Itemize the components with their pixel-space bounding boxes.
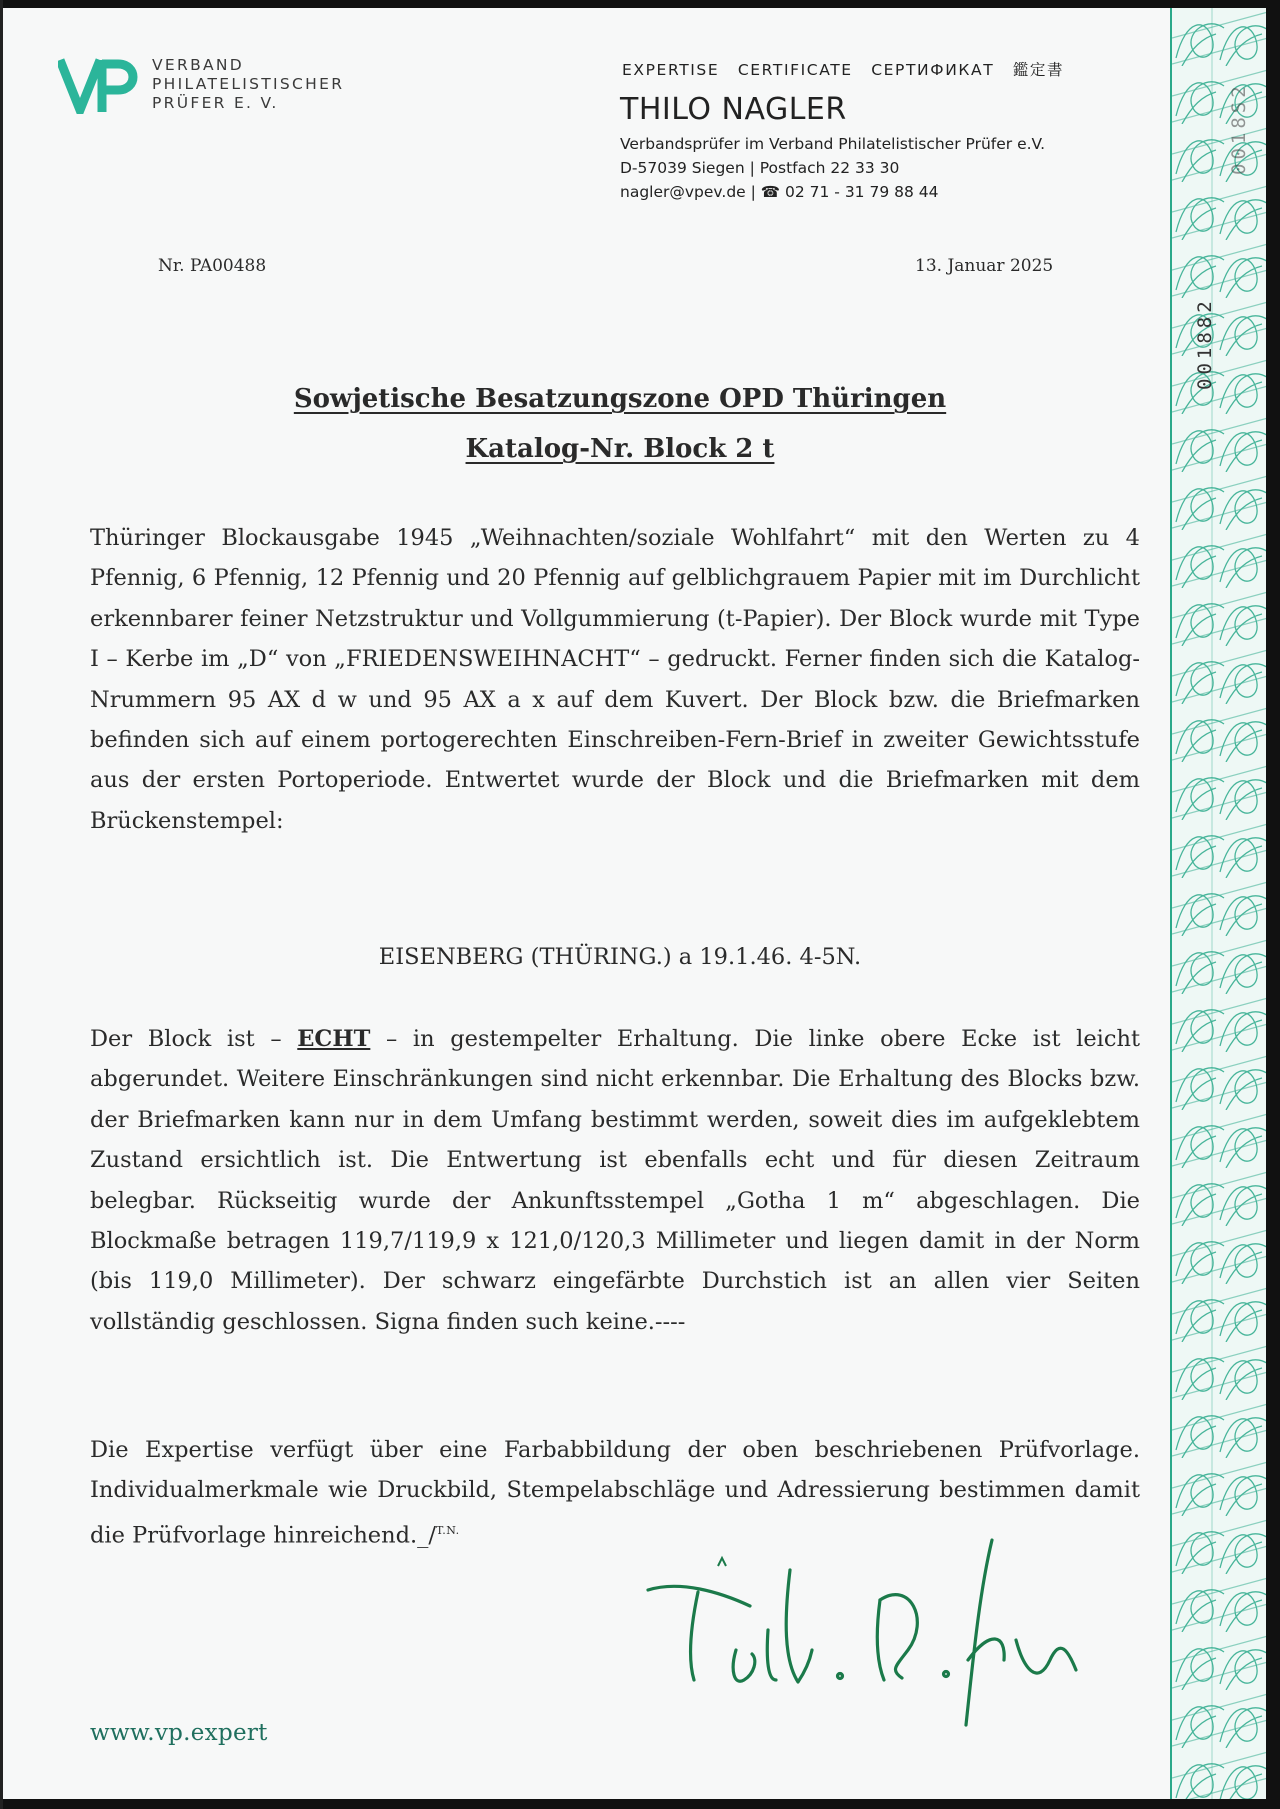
certificate-number: Nr. PA00488 — [158, 256, 267, 276]
cert-type: CERTIFICATE — [737, 61, 853, 79]
contact-line: D-57039 Siegen | Postfach 22 33 30 — [620, 159, 900, 177]
contact-line: Verbandsprüfer im Verband Philatelistischer Prüfer e.V. — [620, 135, 1046, 153]
cert-type: СЕРТИФИКАТ — [871, 61, 995, 79]
certificate-types — [622, 58, 1076, 80]
contact-line: nagler@vpev.de | ☎ 02 71 - 31 79 88 44 — [620, 183, 939, 201]
guilloche-pattern — [1172, 8, 1268, 1799]
description-paragraph: Thüringer Blockausgabe 1945 „Weihnachten/soziale Wohlfahrt“ mit den Werten zu 4 Pfennig, 6 Pfennig, 12 Pfennig und 20 Pfennig auf gelblichgrauem Papier mit im Durchlicht erkennbarer feiner Netzstruktur und Vollgummierung (t-Papier). Der Block wurde mit Type I – Kerbe im „D“ von „FRIEDENSWEIHNACHT“ – gedruckt. Ferner finden sich die Katalog-Nrummern 95 AX d w und 95 AX a x auf dem Kuvert. Der Block bzw. die Briefmarken befinden sich auf einem portogerechten Einschreiben-Fern-Brief in zweiter Gewichtsstufe aus der ersten Portoperiode. Entwertet wurde der Block und die Briefmarken mit dem Brückenstempel: — [90, 525, 1140, 834]
scan-border-top — [0, 0, 1280, 8]
verdict-text: Der Block ist – — [90, 1026, 298, 1052]
org-line: PRÜFER E. V. — [152, 94, 279, 112]
serial-number: 001882 — [1194, 297, 1216, 390]
examiner-initials: T.N. — [436, 1523, 460, 1537]
website-link[interactable]: www.vp.expert — [90, 1720, 268, 1746]
cert-type: 鑑定書 — [1012, 61, 1065, 79]
serial-number-faint: 0018S2 — [1228, 82, 1250, 175]
scan-border-right — [1266, 0, 1280, 1809]
examiner-contact — [620, 132, 1045, 204]
examiner-name: THILO NAGLER — [620, 92, 847, 127]
scan-border-left — [0, 0, 3, 1809]
closing-text: Die Expertise verfügt über eine Farbabbildung der oben beschriebenen Prüfvorlage. Individualmerkmale wie Druckbild, Stempelabschläge und Adressierung bestimmen damit die Prüfvorlage hinreichend._/ — [90, 1437, 1140, 1549]
document-title: Sowjetische Besatzungszone OPD Thüringen — [293, 384, 947, 414]
scan-border-bottom — [0, 1799, 1280, 1809]
vp-logo — [58, 56, 140, 118]
catalog-number-title: Katalog-Nr. Block 2 t — [465, 434, 775, 464]
verdict-genuine: ECHT — [297, 1026, 371, 1052]
security-strip — [1170, 8, 1268, 1799]
certificate-date: 13. Januar 2025 — [915, 256, 1054, 276]
organization-name — [152, 56, 344, 113]
verdict-details: – in gestempelter Erhaltung. Die linke obere Ecke ist leicht abgerundet. Weitere Einschränkungen sind nicht erkennbar. Die Erhaltung des Blocks bzw. der Briefmarken kann nur in dem Umfang bestimmt werden, soweit dies im aufgeklebtem Zustand ersichtlich ist. Die Entwertung ist ebenfalls echt und für diesen Zeitraum belegbar. Rückseitig wurde der Ankunftsstempel „Gotha 1 m“ abgeschlagen. Die Blockmaße betragen 119,7/119,9 x 121,0/120,3 Millimeter und liegen damit in der Norm (bis 119,0 Millimeter). Der schwarz eingefärbte Durchstich ist an allen vier Seiten vollständig geschlossen. Signa finden such keine.---- — [90, 1026, 1141, 1335]
cancellation-line: EISENBERG (THÜRING.) a 19.1.46. 4-5N. — [378, 944, 862, 970]
cert-type: EXPERTISE — [622, 61, 720, 79]
verdict-paragraph — [90, 1019, 1140, 1342]
handwritten-signature — [640, 1510, 1120, 1734]
org-line: PHILATELISTISCHER — [152, 75, 345, 93]
org-line: VERBAND — [152, 56, 245, 74]
